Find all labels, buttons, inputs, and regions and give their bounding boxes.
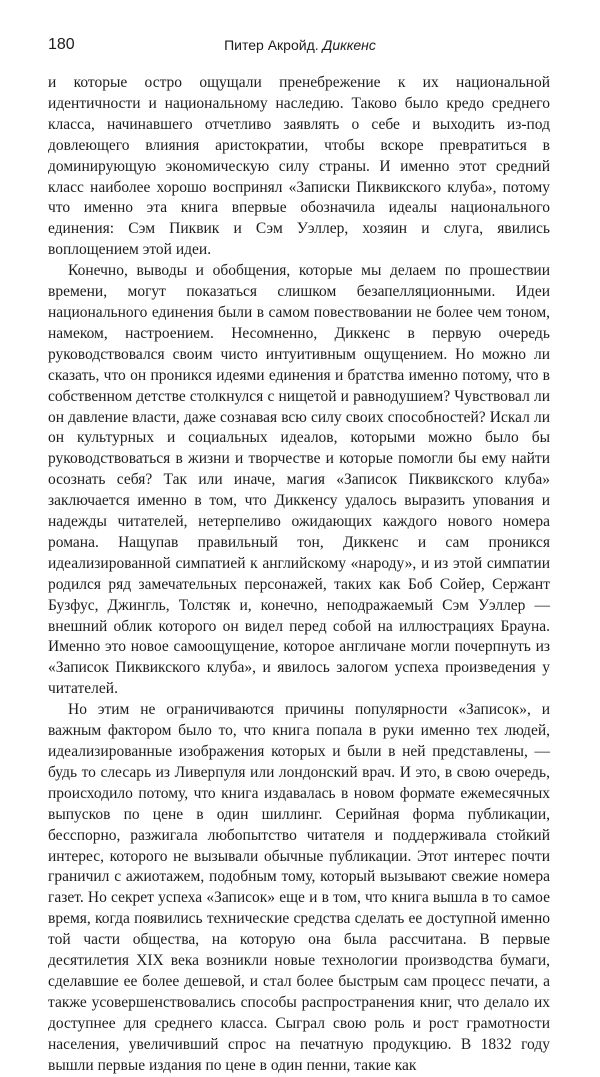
page-body [48,73,550,1077]
running-head-author: Питер Акройд. [224,37,319,53]
running-head-book-title: Диккенс [322,37,376,53]
running-header [48,36,552,56]
paragraph-3: Но этим не ограничиваются причины популярности «Записок», и важным фактором было то, что книга попала в руки именно тех людей, идеализированные изображения которых и были в ней представлены, — будь то слесарь из Ливерпуля или лондонский врач. И это, в свою очередь, происходило потому, что книга издавалась в новом формате ежемесячных выпусков по цене в один шиллинг. Серийная форма публикации, бесспорно, разжигала любопытство читателя и поддерживала стойкий интерес, которого не вызывали обычные публикации. Этот интерес почти граничил с ажиотажем, подобным тому, который вызывают свежие номера газет. Но секрет успеха «Записок» еще и в том, что книга вышла в то самое время, когда появились технические средства сделать ее доступной именно той части общества, на которую она была рассчитана. В первые десятилетия XIX века возникли новые технологии производства бумаги, сделавшие ее более дешевой, и стал более быстрым сам процесс печати, а также усовершенствовались способы распространения книг, что делало их доступнее для среднего класса. Сыграл свою роль и рост грамотности населения, увеличивший спрос на печатную продукцию. В 1832 году вышли первые издания по цене в один пенни, такие как [48,701,550,1074]
running-head-title [48,37,552,53]
paragraph-2: Конечно, выводы и обобщения, которые мы делаем по прошествии времени, могут показаться слишком безапелляционными. Идеи национального единения были в самом повествовании не более чем тоном, намеком, настроением. Несомненно, Диккенс в первую очередь руководствовался своим чисто интуитивным ощущением. Но можно ли сказать, что он проникся идеями единения и братства именно потому, что в собственном детстве столкнулся с нищетой и равнодушием? Чувствовал ли он давление власти, даже сознавая всю силу своих способностей? Искал ли он культурных и социальных идеалов, которыми можно было бы руководствоваться в жизни и творчестве и которые помогли бы ему найти осознать себя? Так или иначе, магия «Записок Пиквикского клуба» заключается именно в том, что Диккенсу удалось выразить упования и надежды читателей, нетерпеливо ожидающих каждого нового номера романа. Нащупав правильный тон, Диккенс и сам проникся идеализированной симпатией к английскому «народу», и из этой симпатии родился ряд замечательных персонажей, таких как Боб Сойер, Сержант Бузфус, Джингль, Толстяк и, конечно, неподражаемый Сэм Уэллер — внешний облик которого он видел перед собой на иллюстрациях Брауна. Именно это новое самоощущение, которое англичане могли почерпнуть из «Записок Пиквикского клуба», и явилось залогом успеха произведения у читателей. [48,262,550,698]
paragraph-1: и которые остро ощущали пренебрежение к их национальной идентичности и национальному наследию. Таково было кредо среднего класса, начинавшего отчетливо заявлять о себе и выходить из-под довлеющего влияния аристократии, чтобы вскоре превратиться в доминирующую экономическую силу страны. И именно этот средний класс наиболее хорошо воспринял «Записки Пиквикского клуба», потому что именно эта книга впервые обозначила идеалы национального единения: Сэм Пиквик и Сэм Уэллер, хозяин и слуга, явились воплощением этой идеи. [48,74,550,259]
page-number: 180 [48,36,75,53]
